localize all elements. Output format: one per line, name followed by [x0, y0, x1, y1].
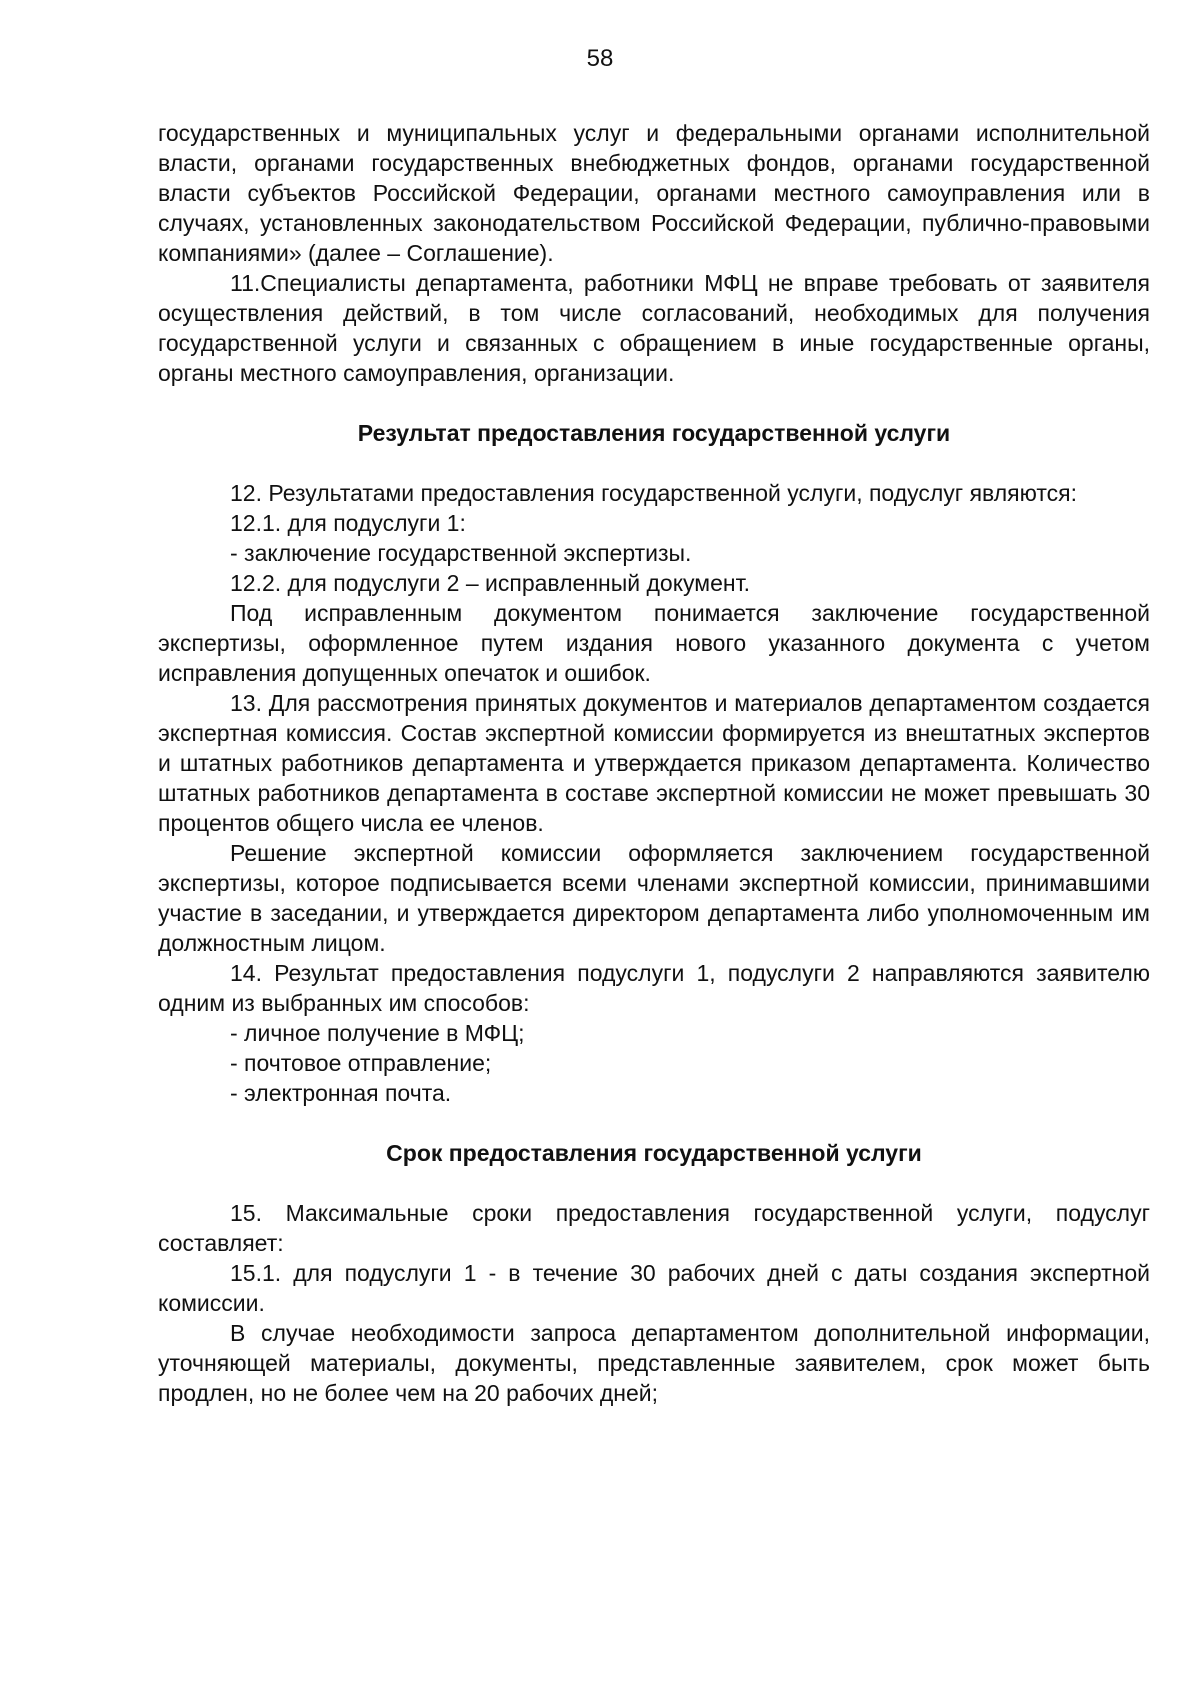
paragraph-11: 11.Специалисты департамента, работники МФЦ не вправе требовать от заявителя осуществления действий, в том числе согласований, необходимых для получения государственной услуги и связанных с обращением в иные государственные органы, органы местного самоуправления, организации. [158, 270, 1150, 386]
paragraph-15-1: 15.1. для подуслуги 1 - в течение 30 рабочих дней с даты создания экспертной комиссии. [158, 1260, 1150, 1316]
paragraph-12: 12. Результатами предоставления государственной услуги, подуслуг являются: [230, 480, 1077, 506]
paragraph-14: 14. Результат предоставления подуслуги 1, подуслуги 2 направляются заявителю одним из выбранных им способов: [158, 960, 1150, 1016]
section-heading-result: Результат предоставления государственной услуги [357, 420, 951, 446]
list-item: - электронная почта. [230, 1080, 452, 1106]
page-number: 58 [586, 45, 614, 72]
paragraph-commission-decision: Решение экспертной комиссии оформляется заключением государственной экспертизы, которое подписывается всеми членами экспертной комиссии, принимавшими участие в заседании, и утверждается директором департамента либо уполномоченным им должностным лицом. [158, 840, 1150, 956]
list-item: - почтовое отправление; [230, 1050, 492, 1076]
paragraph-15: 15. Максимальные сроки предоставления государственной услуги, подуслуг составляет: [158, 1200, 1150, 1256]
list-item: - личное получение в МФЦ; [230, 1020, 525, 1046]
paragraph-13: 13. Для рассмотрения принятых документов и материалов департаментом создается экспертная комиссия. Состав экспертной комиссии формируется из внештатных экспертов и штатных работников департамента и утверждается приказом департамента. Количество штатных работников департамента в составе экспертной комиссии не может превышать 30 процентов общего числа ее членов. [158, 690, 1150, 836]
document-body [158, 118, 1150, 1408]
paragraph-agreement-end: государственных и муниципальных услуг и федеральными органами исполнительной власти, органами государственных внебюджетных фондов, органами государственной власти субъектов Российской Федерации, органами местного самоуправления или в случаях, установленных законодательством Российской Федерации, публично-правовыми компаниями» (далее – Соглашение). [158, 120, 1150, 266]
paragraph-extension: В случае необходимости запроса департаментом дополнительной информации, уточняющей материалы, документы, представленные заявителем, срок может быть продлен, но не более чем на 20 рабочих дней; [158, 1320, 1150, 1406]
list-item: 12.2. для подуслуги 2 – исправленный документ. [230, 570, 750, 596]
paragraph-corrected-document: Под исправленным документом понимается заключение государственной экспертизы, оформленное путем издания нового указанного документа с учетом исправления допущенных опечаток и ошибок. [158, 600, 1150, 686]
list-item: - заключение государственной экспертизы. [230, 540, 692, 566]
list-item: 12.1. для подуслуги 1: [230, 510, 466, 536]
section-heading-term: Срок предоставления государственной услуги [386, 1140, 922, 1166]
